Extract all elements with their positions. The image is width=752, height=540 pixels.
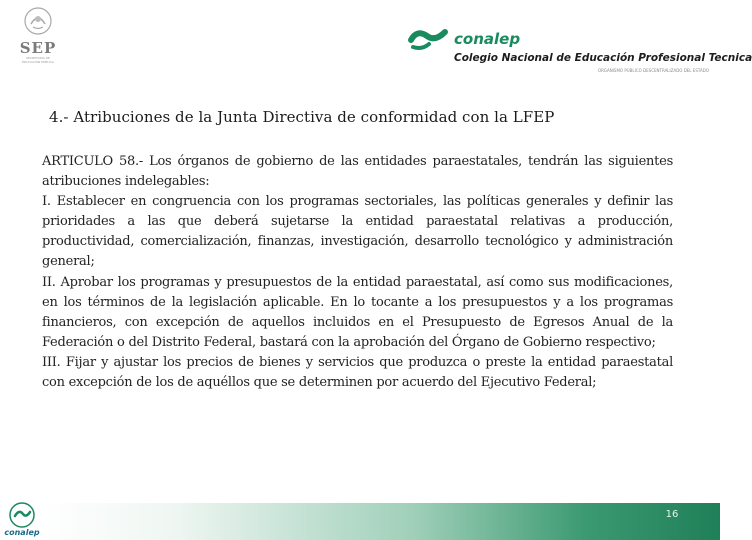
article-paragraph: ARTICULO 58.- Los órganos de gobierno de las entidades paraestatales, tendrán las siguientes atribuciones indelegables: (42, 154, 673, 190)
sep-logo (8, 6, 68, 76)
sep-name: SEP (19, 39, 57, 57)
attribution-item-3: III. Fijar y ajustar los precios de bienes y servicios que produzca o preste la entidad paraestatal con excepción de los de aquéllos que se determinen por acuerdo del Ejecutivo Federal; (42, 354, 673, 391)
slide-body (42, 152, 673, 393)
slide-header (0, 0, 752, 80)
conalep-full-name: Colegio Nacional de Educación Profesional Tecnica (454, 52, 752, 64)
footer-logo-text: conalep (4, 528, 40, 537)
footer-bar (42, 503, 720, 540)
sep-subtitle-line-2: EDUCACIÓN PÚBLICA (22, 60, 54, 64)
sep-subtitle (8, 56, 68, 64)
attribution-item-1: I. Establecer en congruencia con los programas sectoriales, las políticas generales y definir las prioridades a las que deberá sujetarse la entidad paraestatal relativas a producción, productividad, comercialización, finanzas, investigación, desarrollo tecnológico y administración general; (42, 194, 673, 270)
attribution-item-2: II. Aprobar los programas y presupuestos de la entidad paraestatal, así como sus modificaciones, en los términos de la legislación aplicable. En lo tocante a los presupuestos y a los programas financieros, con excepción de aquellos incluidos en el Presupuesto de Egresos Anual de la Federación o del Distrito Federal, bastará con la aprobación del Órgano de Gobierno respectivo; (42, 274, 673, 350)
slide-title: 4.- Atribuciones de la Junta Directiva de conformidad con la LFEP (49, 108, 555, 126)
conalep-mark-icon (408, 26, 450, 52)
page-number: 16 (665, 509, 679, 520)
sep-subtitle-line-1: SECRETARÍA DE (26, 56, 50, 60)
conalep-name: conalep (454, 30, 521, 48)
conalep-tagline: ORGANISMO PÚBLICO DESCENTRALIZADO DEL ESTADO (598, 68, 709, 73)
mexico-coat-of-arms-icon (23, 6, 53, 36)
conalep-header-logo (408, 22, 752, 74)
